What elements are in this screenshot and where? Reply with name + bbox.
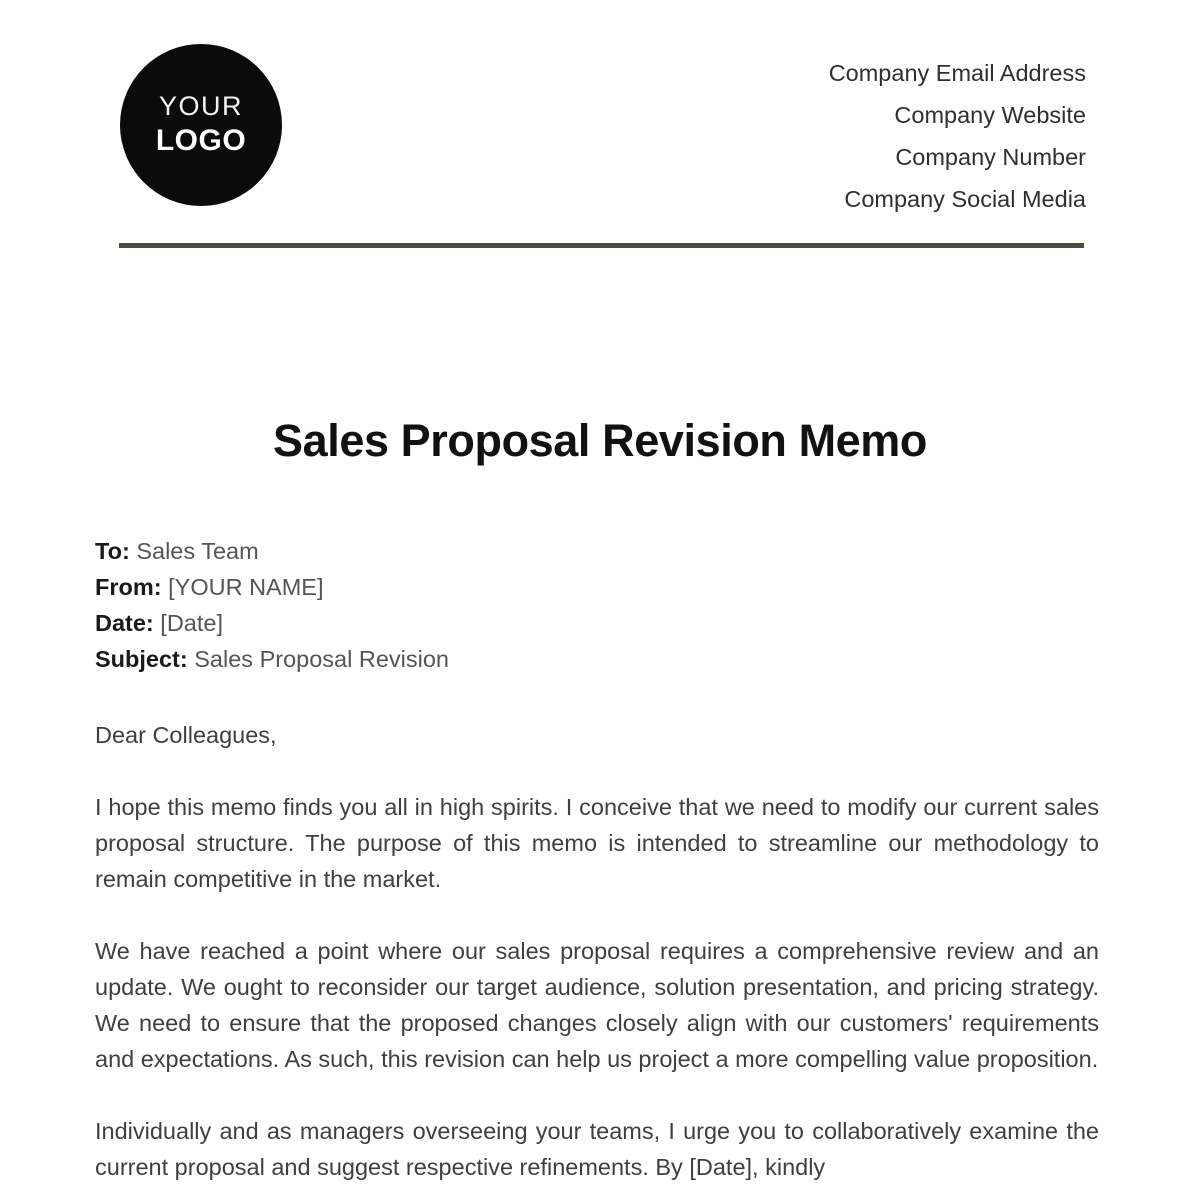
memo-label-to: To:	[95, 538, 130, 564]
contact-social-media: Company Social Media	[844, 186, 1086, 212]
logo-text-your: YOUR	[158, 91, 243, 122]
memo-field-from	[95, 569, 1099, 605]
company-logo	[120, 44, 282, 206]
company-contact-block	[829, 52, 1086, 220]
memo-field-subject	[95, 641, 1099, 677]
memo-value-to: Sales Team	[136, 538, 259, 564]
memo-metadata	[95, 533, 1099, 677]
document-body	[95, 533, 1099, 1185]
body-paragraph-1: I hope this memo finds you all in high spirits. I conceive that we need to modify our current sales proposal structure. The purpose of this memo is intended to streamline our methodology to remain competitive in the market.	[95, 794, 1099, 892]
logo-text-logo: LOGO	[155, 124, 247, 158]
body-paragraph-2: We have reached a point where our sales proposal requires a comprehensive review and an update. We ought to reconsider our target audience, solution presentation, and pricing strategy. We need to ensure that the proposed changes closely align with our customers' requirements and expectations. As such, this revision can help us project a more compelling value proposition.	[95, 938, 1099, 1072]
memo-value-date: [Date]	[160, 610, 223, 636]
body-paragraph-3: Individually and as managers overseeing your teams, I urge you to collaboratively examine the current proposal and suggest respective refinements. By [Date], kindly	[95, 1118, 1099, 1180]
memo-value-from: [YOUR NAME]	[168, 574, 324, 600]
memo-label-from: From:	[95, 574, 162, 600]
memo-label-date: Date:	[95, 610, 154, 636]
memo-label-subject: Subject:	[95, 646, 188, 672]
salutation: Dear Colleagues,	[95, 722, 277, 748]
contact-email-address: Company Email Address	[828, 60, 1086, 86]
memo-field-date	[95, 605, 1099, 641]
header-divider	[119, 243, 1084, 248]
page-title: Sales Proposal Revision Memo	[272, 415, 928, 466]
contact-website: Company Website	[894, 102, 1086, 128]
contact-number: Company Number	[895, 144, 1086, 170]
document-header	[120, 44, 1086, 212]
memo-value-subject: Sales Proposal Revision	[194, 646, 449, 672]
memo-field-to	[95, 533, 1099, 569]
